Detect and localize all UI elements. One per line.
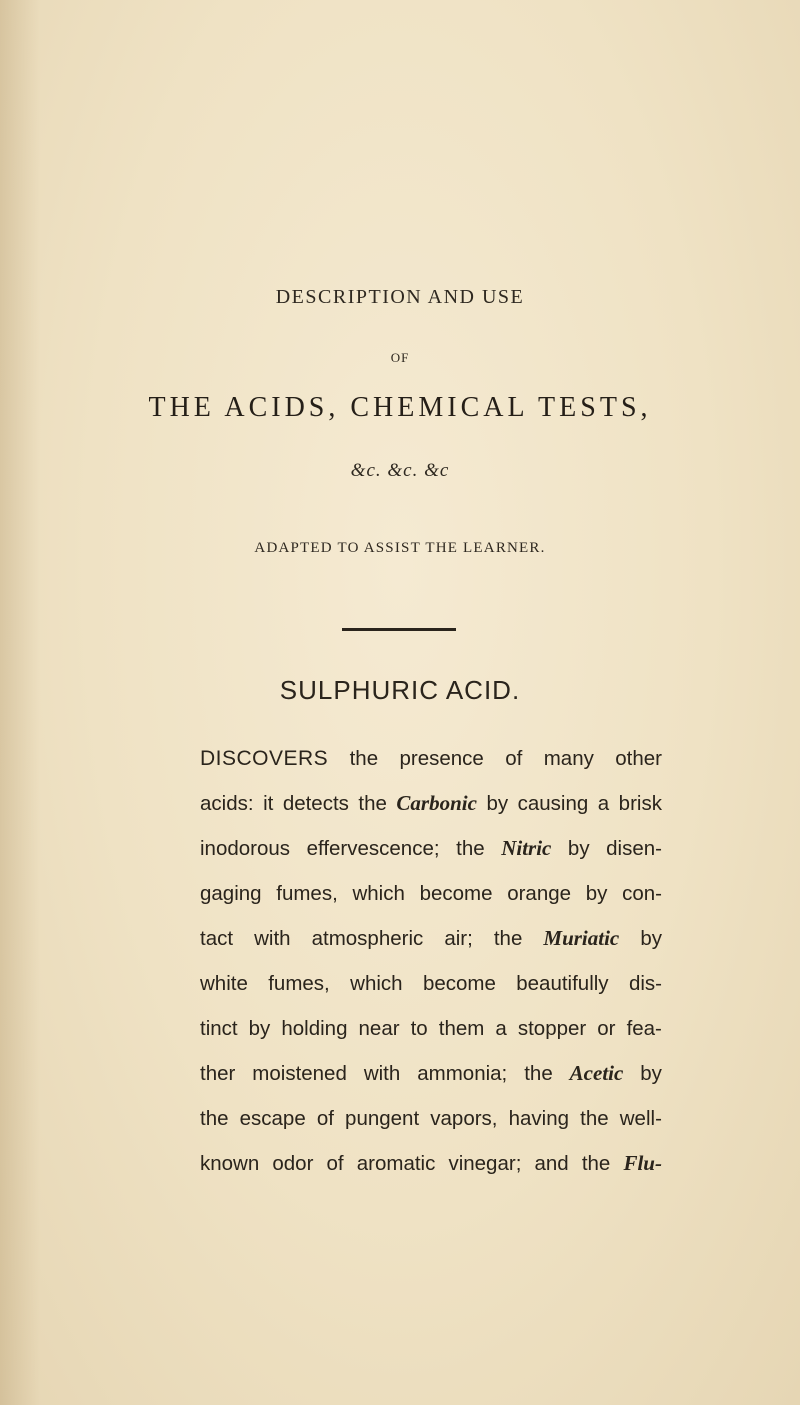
- word: by: [486, 792, 509, 815]
- word: escape: [239, 1107, 306, 1130]
- word: brisk: [618, 792, 662, 815]
- word: and: [534, 1152, 569, 1175]
- word: stopper: [517, 1017, 587, 1040]
- word: by: [248, 1017, 271, 1040]
- word: known: [200, 1152, 260, 1175]
- word: con-: [622, 882, 662, 905]
- word: it: [263, 792, 274, 815]
- word: the: [456, 837, 485, 860]
- word: the: [358, 792, 387, 815]
- word: of: [505, 747, 523, 770]
- word: detects: [282, 792, 349, 815]
- title-description: DESCRIPTION AND USE: [275, 286, 525, 308]
- word: inodorous: [200, 837, 291, 860]
- word: Muriatic: [543, 926, 620, 950]
- text-line: [200, 871, 662, 916]
- word: Flu-: [623, 1151, 662, 1175]
- word: causing: [517, 792, 589, 815]
- word: a: [495, 1017, 507, 1040]
- word: near: [358, 1017, 400, 1040]
- word: which: [352, 882, 405, 905]
- section-heading: SULPHURIC ACID.: [279, 675, 521, 705]
- title-of: OF: [390, 350, 410, 365]
- word: the: [200, 1107, 229, 1130]
- word: by: [640, 927, 662, 950]
- title-etc: &c. &c. &c: [350, 460, 450, 481]
- word: pungent: [345, 1107, 420, 1130]
- word: other: [615, 747, 662, 770]
- word: gaging: [200, 882, 262, 905]
- word: of: [326, 1152, 344, 1175]
- word: DISCOVERS: [200, 747, 329, 770]
- word: with: [254, 927, 291, 950]
- text-line: [200, 826, 662, 871]
- text-line: [200, 961, 662, 1006]
- word: tinct: [200, 1017, 238, 1040]
- word: fea-: [626, 1017, 662, 1040]
- text-line: [200, 1096, 662, 1141]
- word: become: [419, 882, 493, 905]
- word: white: [200, 972, 248, 995]
- word: odor: [272, 1152, 314, 1175]
- word: ammonia;: [417, 1062, 508, 1085]
- word: the: [493, 927, 523, 950]
- word: beautifully: [516, 972, 609, 995]
- word: the: [581, 1152, 611, 1175]
- word: effervescence;: [306, 837, 440, 860]
- text-line: [200, 1141, 662, 1186]
- word: of: [316, 1107, 334, 1130]
- title-adapted: ADAPTED TO ASSIST THE LEARNER.: [254, 540, 546, 556]
- word: presence: [399, 747, 484, 770]
- text-line: [200, 1006, 662, 1051]
- word: holding: [281, 1017, 348, 1040]
- word: fumes,: [276, 882, 338, 905]
- word: them: [438, 1017, 485, 1040]
- word: with: [363, 1062, 401, 1085]
- text-line: [200, 916, 662, 961]
- word: well-: [619, 1107, 662, 1130]
- word: the: [349, 747, 379, 770]
- word: Acetic: [569, 1061, 624, 1085]
- word: having: [508, 1107, 570, 1130]
- divider-rule: [342, 628, 456, 631]
- word: or: [597, 1017, 616, 1040]
- word: atmospheric: [311, 927, 424, 950]
- word: moistened: [252, 1062, 347, 1085]
- word: vinegar;: [448, 1152, 522, 1175]
- word: the: [524, 1062, 553, 1085]
- word: by: [640, 1062, 662, 1085]
- word: which: [350, 972, 403, 995]
- word: aromatic: [356, 1152, 436, 1175]
- title-main: THE ACIDS, CHEMICAL TESTS,: [148, 392, 652, 423]
- word: to: [410, 1017, 428, 1040]
- body-paragraph: [200, 736, 662, 1186]
- word: a: [597, 792, 610, 815]
- word: acids:: [200, 792, 254, 815]
- word: by: [567, 837, 590, 860]
- word: by: [585, 882, 608, 905]
- word: orange: [507, 882, 572, 905]
- word: vapors,: [430, 1107, 498, 1130]
- word: Nitric: [501, 836, 552, 860]
- word: become: [422, 972, 496, 995]
- text-line: [200, 736, 662, 781]
- word: disen-: [606, 837, 662, 860]
- word: tact: [200, 927, 234, 950]
- word: Carbonic: [396, 791, 477, 815]
- word: ther: [200, 1062, 236, 1085]
- word: fumes,: [268, 972, 330, 995]
- word: many: [543, 747, 594, 770]
- text-line: [200, 781, 662, 826]
- word: air;: [444, 927, 473, 950]
- word: the: [580, 1107, 609, 1130]
- text-line: [200, 1051, 662, 1096]
- word: dis-: [628, 972, 662, 995]
